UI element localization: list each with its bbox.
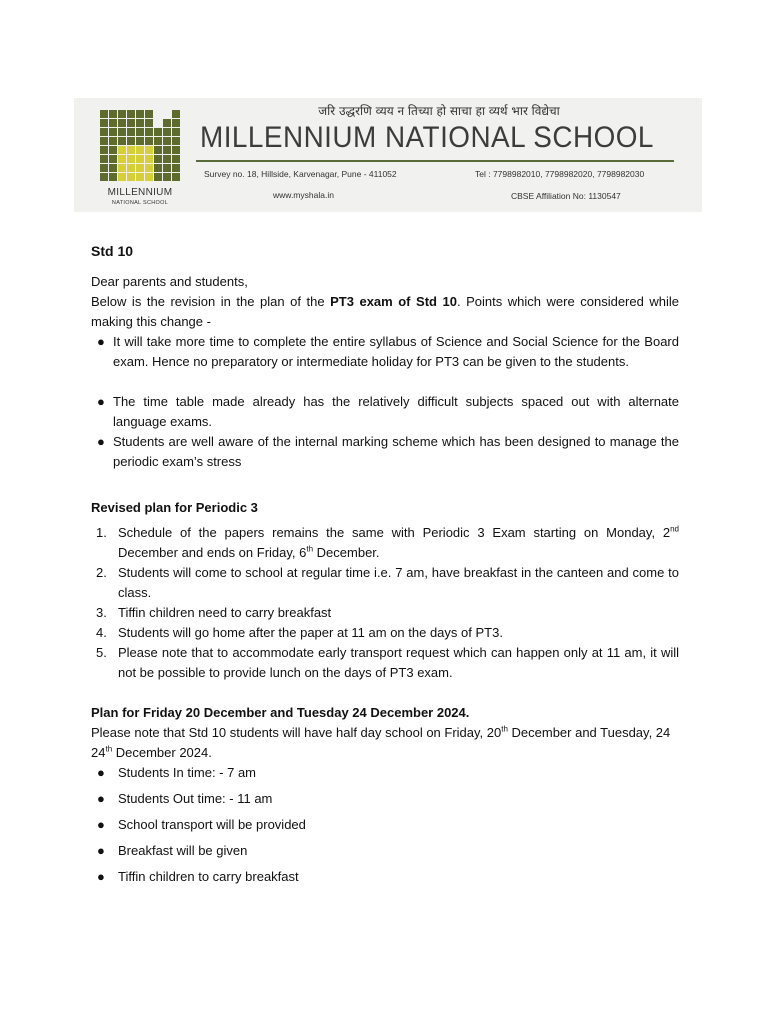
logo-tile xyxy=(118,164,126,172)
school-telephone: Tel : 7798982010, 7798982020, 7798982030 xyxy=(475,169,645,179)
logo-tile xyxy=(145,173,153,181)
logo-tile xyxy=(100,173,108,181)
revised-plan-text: Students will go home after the paper at 11 am on the days of PT3. xyxy=(118,625,503,640)
logo-tile xyxy=(127,137,135,145)
consideration-item xyxy=(91,432,679,472)
logo-tile xyxy=(118,119,126,127)
text-part: December and ends on Friday, 6 xyxy=(118,545,307,560)
school-logo-icon xyxy=(100,110,180,182)
half-day-point xyxy=(91,763,679,783)
logo-tile xyxy=(154,164,162,172)
intro-suffix: . Points which were considered while making this change - xyxy=(91,294,679,329)
half-day-point-text: Tiffin children to carry breakfast xyxy=(118,869,299,884)
logo-tile xyxy=(154,146,162,154)
half-day-point xyxy=(91,841,679,861)
text-part: Please note that Std 10 students will have half day school on Friday, 20 xyxy=(91,725,502,740)
bullet-icon: ● xyxy=(97,394,105,409)
text-part: Schedule of the papers remains the same with Periodic 3 Exam starting on Monday, 2 xyxy=(118,525,671,540)
revised-plan-item xyxy=(91,563,679,603)
half-day-point xyxy=(91,789,679,809)
logo-tile xyxy=(109,128,117,136)
logo-tile xyxy=(172,128,180,136)
bullet-icon: ● xyxy=(97,843,105,858)
logo-tile xyxy=(163,164,171,172)
school-website: www.myshala.in xyxy=(273,190,334,200)
revised-plan-heading: Revised plan for Periodic 3 xyxy=(91,500,258,515)
logo-tile xyxy=(100,110,108,118)
logo-tile xyxy=(136,155,144,163)
revised-plan-item xyxy=(91,643,679,683)
half-day-note-continued: 24th December 2024. xyxy=(91,744,212,760)
logo-tile xyxy=(136,146,144,154)
list-number: 1. xyxy=(96,525,107,540)
logo-tile xyxy=(118,128,126,136)
logo-tile xyxy=(109,137,117,145)
bullet-icon: ● xyxy=(97,791,105,806)
logo-tile xyxy=(172,110,180,118)
logo-tile xyxy=(127,146,135,154)
logo-tile xyxy=(109,173,117,181)
logo-tile xyxy=(100,146,108,154)
logo-tile xyxy=(118,110,126,118)
superscript: th xyxy=(306,544,314,554)
half-day-heading: Plan for Friday 20 December and Tuesday 24 December 2024. xyxy=(91,705,470,720)
superscript: th xyxy=(501,724,508,734)
text-part: December. xyxy=(313,545,380,560)
logo-tile xyxy=(109,155,117,163)
logo-tile xyxy=(118,146,126,154)
bullet-icon: ● xyxy=(97,765,105,780)
superscript: th xyxy=(105,744,113,754)
logo-tile xyxy=(163,128,171,136)
logo-tile xyxy=(172,119,180,127)
logo-tile xyxy=(100,137,108,145)
text-part: December and Tuesday, 24 xyxy=(507,725,671,740)
document-title: Std 10 xyxy=(91,243,134,259)
logo-tile xyxy=(136,137,144,145)
revised-plan-text xyxy=(118,523,679,563)
school-address: Survey no. 18, Hillside, Karvenagar, Pune - 411052 xyxy=(204,169,397,179)
bullet-icon: ● xyxy=(97,434,105,449)
bullet-icon: ● xyxy=(97,334,105,349)
half-day-point xyxy=(91,815,679,835)
logo-tile xyxy=(163,137,171,145)
intro-prefix: Below is the revision in the plan of the xyxy=(91,294,331,309)
revised-plan-item xyxy=(91,623,679,643)
logo-tile xyxy=(100,119,108,127)
consideration-text: The time table made already has the relatively difficult subjects spaced out with alternate language exams. xyxy=(113,394,679,429)
half-day-note xyxy=(91,723,679,743)
logo-tile xyxy=(163,146,171,154)
logo-tile xyxy=(172,137,180,145)
list-number: 2. xyxy=(96,565,107,580)
consideration-item xyxy=(91,392,679,432)
letterhead xyxy=(74,98,702,212)
cbse-affiliation: CBSE Affiliation No: 1130547 xyxy=(511,191,621,201)
logo-tile xyxy=(109,110,117,118)
logo-tile xyxy=(145,110,153,118)
logo-tile xyxy=(163,173,171,181)
consideration-text: It will take more time to complete the entire syllabus of Science and Social Science for the Board exam. Hence no preparatory or intermediate holiday for PT3 can be given to the students. xyxy=(113,334,679,369)
half-day-point-text: Students In time: - 7 am xyxy=(118,765,257,780)
logo-tile xyxy=(127,173,135,181)
half-day-point-text: Students Out time: - 11 am xyxy=(118,791,273,806)
logo-tile xyxy=(172,173,180,181)
logo-tile xyxy=(136,119,144,127)
logo-tile xyxy=(154,155,162,163)
revised-plan-item xyxy=(91,523,679,563)
list-number: 4. xyxy=(96,625,107,640)
logo-tile xyxy=(136,110,144,118)
list-number: 3. xyxy=(96,605,107,620)
text-part: December 2024. xyxy=(112,745,212,760)
intro-bold: PT3 exam of Std 10 xyxy=(330,294,457,309)
logo-tile xyxy=(172,155,180,163)
logo-tile xyxy=(172,146,180,154)
intro-paragraph xyxy=(91,292,679,332)
logo-tile xyxy=(127,155,135,163)
logo-tile xyxy=(136,173,144,181)
logo-tile xyxy=(145,155,153,163)
salutation: Dear parents and students, xyxy=(91,274,248,289)
logo-tile xyxy=(163,119,171,127)
superscript: nd xyxy=(670,524,679,534)
revised-plan-text: Tiffin children need to carry breakfast xyxy=(118,605,332,620)
logo-tile xyxy=(145,119,153,127)
logo-tile xyxy=(127,164,135,172)
logo-tile xyxy=(145,146,153,154)
school-motto: जरि उद्धरणि व्यय न तिच्या हो साचा हा व्यर्थ भार विद्येचा xyxy=(318,104,560,118)
logo-tile xyxy=(145,164,153,172)
logo-tile xyxy=(118,155,126,163)
logo-tile xyxy=(100,164,108,172)
letterhead-rule xyxy=(196,160,674,162)
logo-tile xyxy=(136,164,144,172)
logo-tile xyxy=(163,155,171,163)
logo-tile xyxy=(154,137,162,145)
logo-tile xyxy=(127,128,135,136)
logo-tile xyxy=(118,173,126,181)
logo-tile xyxy=(145,128,153,136)
logo-tile xyxy=(127,110,135,118)
half-day-point-text: Breakfast will be given xyxy=(118,843,248,858)
list-number: 5. xyxy=(96,645,107,660)
logo-tile xyxy=(100,155,108,163)
logo-tile xyxy=(145,137,153,145)
bullet-icon: ● xyxy=(97,817,105,832)
half-day-point xyxy=(91,867,679,887)
revised-plan-text: Students will come to school at regular time i.e. 7 am, have breakfast in the canteen and come to class. xyxy=(118,565,679,600)
logo-tile xyxy=(136,128,144,136)
consideration-text: Students are well aware of the internal marking scheme which has been designed to manage the periodic exam’s stress xyxy=(113,434,679,469)
logo-school-name: MILLENNIUM xyxy=(107,187,173,198)
logo-tile xyxy=(109,119,117,127)
consideration-item xyxy=(91,332,679,372)
logo-tile xyxy=(100,128,108,136)
logo-tile xyxy=(127,119,135,127)
revised-plan-item xyxy=(91,603,679,623)
logo-tile xyxy=(109,164,117,172)
logo-tile xyxy=(172,164,180,172)
half-day-point-text: School transport will be provided xyxy=(118,817,306,832)
revised-plan-text: Please note that to accommodate early transport request which can happen only at 11 am, it will not be possible to provide lunch on the days of PT3 exam. xyxy=(118,645,679,680)
logo-school-subtitle: NATIONAL SCHOOL xyxy=(111,200,169,206)
logo-tile xyxy=(109,146,117,154)
logo-tile xyxy=(154,173,162,181)
logo-tile xyxy=(118,137,126,145)
bullet-icon: ● xyxy=(97,869,105,884)
school-name: MILLENNIUM NATIONAL SCHOOL xyxy=(200,121,654,154)
logo-tile xyxy=(154,128,162,136)
